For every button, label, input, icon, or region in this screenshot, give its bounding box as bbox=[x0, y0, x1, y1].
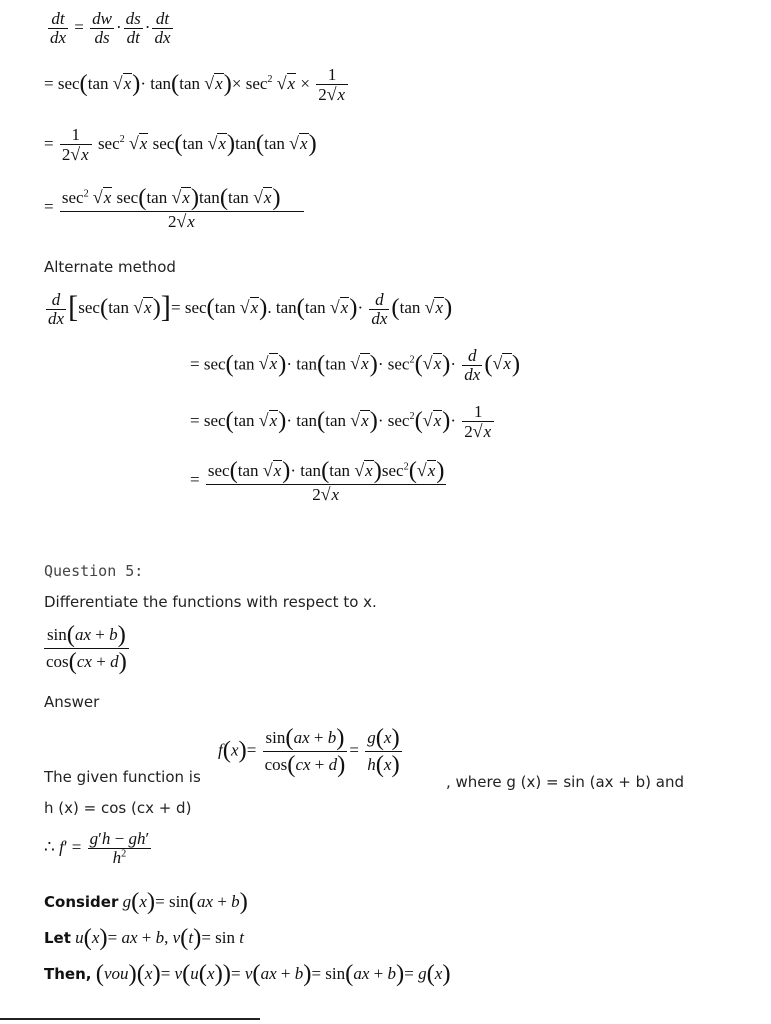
alternate-method-label: Alternate method bbox=[44, 258, 176, 276]
given-function-text: The given function is bbox=[44, 768, 201, 786]
alternate-result: = $\frac{\sec(\tan √x)\cdot \tan(\tan √x)\sec^2(√x)}{2√x}$ bbox=[190, 457, 445, 504]
page-bottom-rule bbox=[0, 1018, 260, 1020]
question-text: Differentiate the functions with respect to x. bbox=[44, 593, 377, 611]
alternate-step-1: $\frac{d}{dx}$ [sec(tan √x)]= sec(tan √x). tan(tan √x)· $\frac{d}{dx}$ (tan √x) bbox=[48, 289, 453, 328]
alternate-step-3: = sec(tan √x)· tan(tan $√x)\cdot \sec^2(√x)\cdot$ $\frac{1}{2√x}$ bbox=[190, 403, 496, 441]
derivative-result: = $\frac{\sec^2 √x \sec(\tan √x)\tan(\tan √x)}{2√x}$ bbox=[44, 185, 306, 231]
consider-label: Consider bbox=[44, 893, 119, 911]
function-definition: f(x)= $\frac{\sin(ax + b)}{\cos(cx + d)}$ = $\frac{g(x)}{h(x)}$ bbox=[218, 724, 400, 778]
derivative-step-1: = sec(tan √x)· tan(tan $√x)\times \sec^2 √x$ × $\frac{1}{2√x}$ bbox=[44, 66, 350, 104]
where-text: , where g (x) = sin (ax + b) and bbox=[446, 773, 684, 791]
answer-label: Answer bbox=[44, 693, 100, 711]
quotient-rule: ∴ f′ = $\frac{g'h - gh'}{h^2}$ bbox=[44, 829, 150, 867]
consider-line: Consider g(x)= sin(ax + b) bbox=[44, 888, 248, 915]
h-definition-text: h (x) = cos (cx + d) bbox=[44, 799, 192, 817]
then-line: Then, (vou)(x)= v(u(x))= v(ax + b)= sin(ax + b)= g(x) bbox=[44, 960, 451, 987]
alternate-step-2: = sec(tan √x)· tan(tan $√x)\cdot \sec^2(√x)\cdot$ $\frac{d}{dx}$ (√x) bbox=[190, 346, 521, 384]
question-function: $\frac{\sin(ax + b)}{\cos(cx + d)}$ bbox=[46, 621, 127, 675]
chain-rule-equation: $\frac{dt}{dx}$ = $\frac{dw}{ds}$ · $\frac{ds}{dt}$ · $\frac{dt}{dx}$ bbox=[50, 9, 171, 47]
let-label: Let bbox=[44, 929, 71, 947]
let-line: Let u(x)= ax + b, v(t)= sin t bbox=[44, 924, 245, 951]
then-label: Then, bbox=[44, 965, 92, 983]
question-heading: Question 5: bbox=[44, 562, 144, 580]
derivative-step-2: = $\frac{1}{2√x}$ $\sec^2 √x$ sec(tan √x)tan(tan √x) bbox=[44, 125, 317, 164]
